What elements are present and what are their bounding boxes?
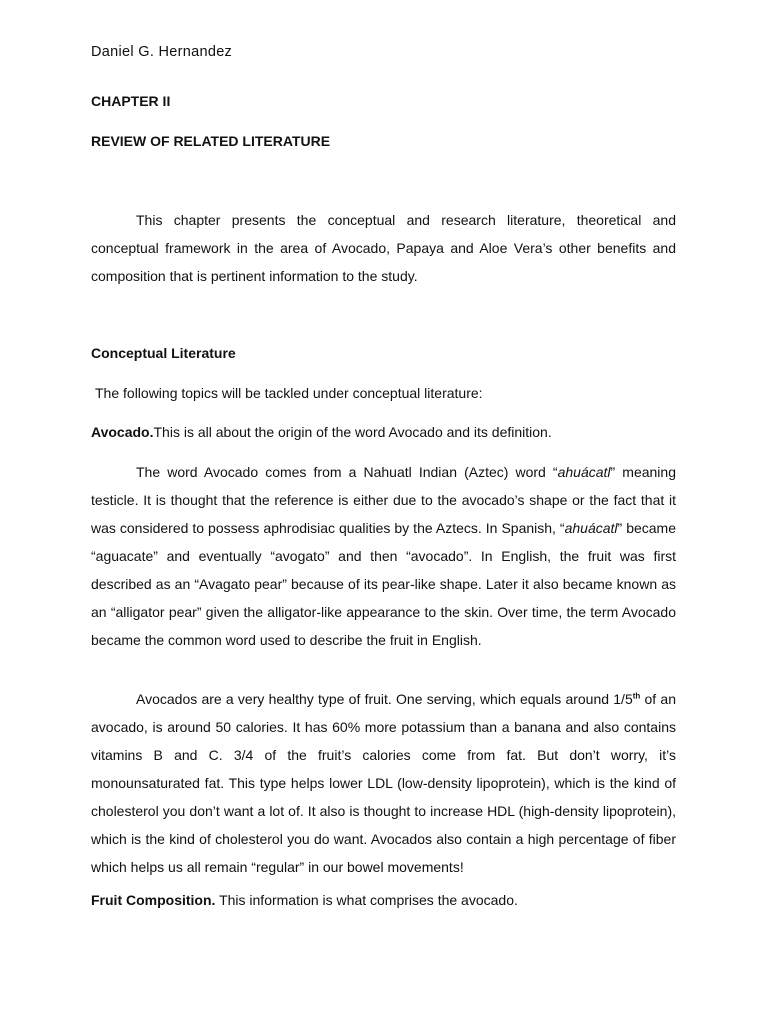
- health-text-2: of an avocado, is around 50 calories. It has 60% more potassium than a banana and also contains vitamins B and C. 3/4 of the fruit’s calories come from fat. But don’t worry, it’s monounsaturated fat. This type helps lower LDL (low-density lipoprotein), which is the kind of cholesterol you don’t want a lot of. It also is thought to increase HDL (high-density lipoprotein), which is the kind of cholesterol you do want. Avocados also contain a high percentage of fiber which helps us all remain “regular” in our bowel movements!: [91, 691, 676, 875]
- etymology-word-2: ahuácatl: [564, 520, 618, 536]
- fruit-composition-label: Fruit Composition.: [91, 892, 216, 908]
- author-name: Daniel G. Hernandez: [91, 44, 233, 60]
- avocado-health-paragraph: [91, 685, 676, 881]
- health-text-1: Avocados are a very healthy type of fruit. One serving, which equals around 1/5: [136, 691, 633, 707]
- avocado-topic-line: [91, 424, 552, 440]
- avocado-description: This is all about the origin of the word Avocado and its definition.: [153, 424, 552, 440]
- etymology-word-1: ahuácatl: [557, 464, 611, 480]
- topics-intro: The following topics will be tackled under conceptual literature:: [95, 385, 483, 401]
- chapter-heading: CHAPTER II: [91, 93, 171, 109]
- etymology-text-1: The word Avocado comes from a Nahuatl Indian (Aztec) word “: [136, 464, 558, 480]
- etymology-text-3: ” became “aguacate” and eventually “avogato” and then “avocado”. In English, the fruit was first described as an “Avagato pear” because of its pear-like shape. Later it also became known as an “alligator pear” given the alligator-like appearance to the skin. Over time, the term Avocado became the common word used to describe the fruit in English.: [91, 520, 677, 648]
- etymology-text-2: ” meaning testicle. It is thought that the reference is either due to the avocado’s shape or the fact that it was considered to possess aphrodisiac qualities by the Aztecs. In Spanish, “: [91, 464, 676, 536]
- avocado-label: Avocado.: [91, 424, 154, 440]
- fruit-composition-line: [91, 892, 518, 908]
- conceptual-literature-heading: Conceptual Literature: [91, 345, 236, 361]
- intro-paragraph: This chapter presents the conceptual and research literature, theoretical and conceptual framework in the area of Avocado, Papaya and Aloe Vera’s other benefits and composition that is pertinent information to the study.: [91, 212, 676, 284]
- fruit-composition-description: This information is what comprises the avocado.: [215, 892, 518, 908]
- superscript-th: th: [632, 691, 641, 701]
- avocado-etymology-paragraph: [91, 458, 676, 654]
- section-title: REVIEW OF RELATED LITERATURE: [91, 133, 331, 149]
